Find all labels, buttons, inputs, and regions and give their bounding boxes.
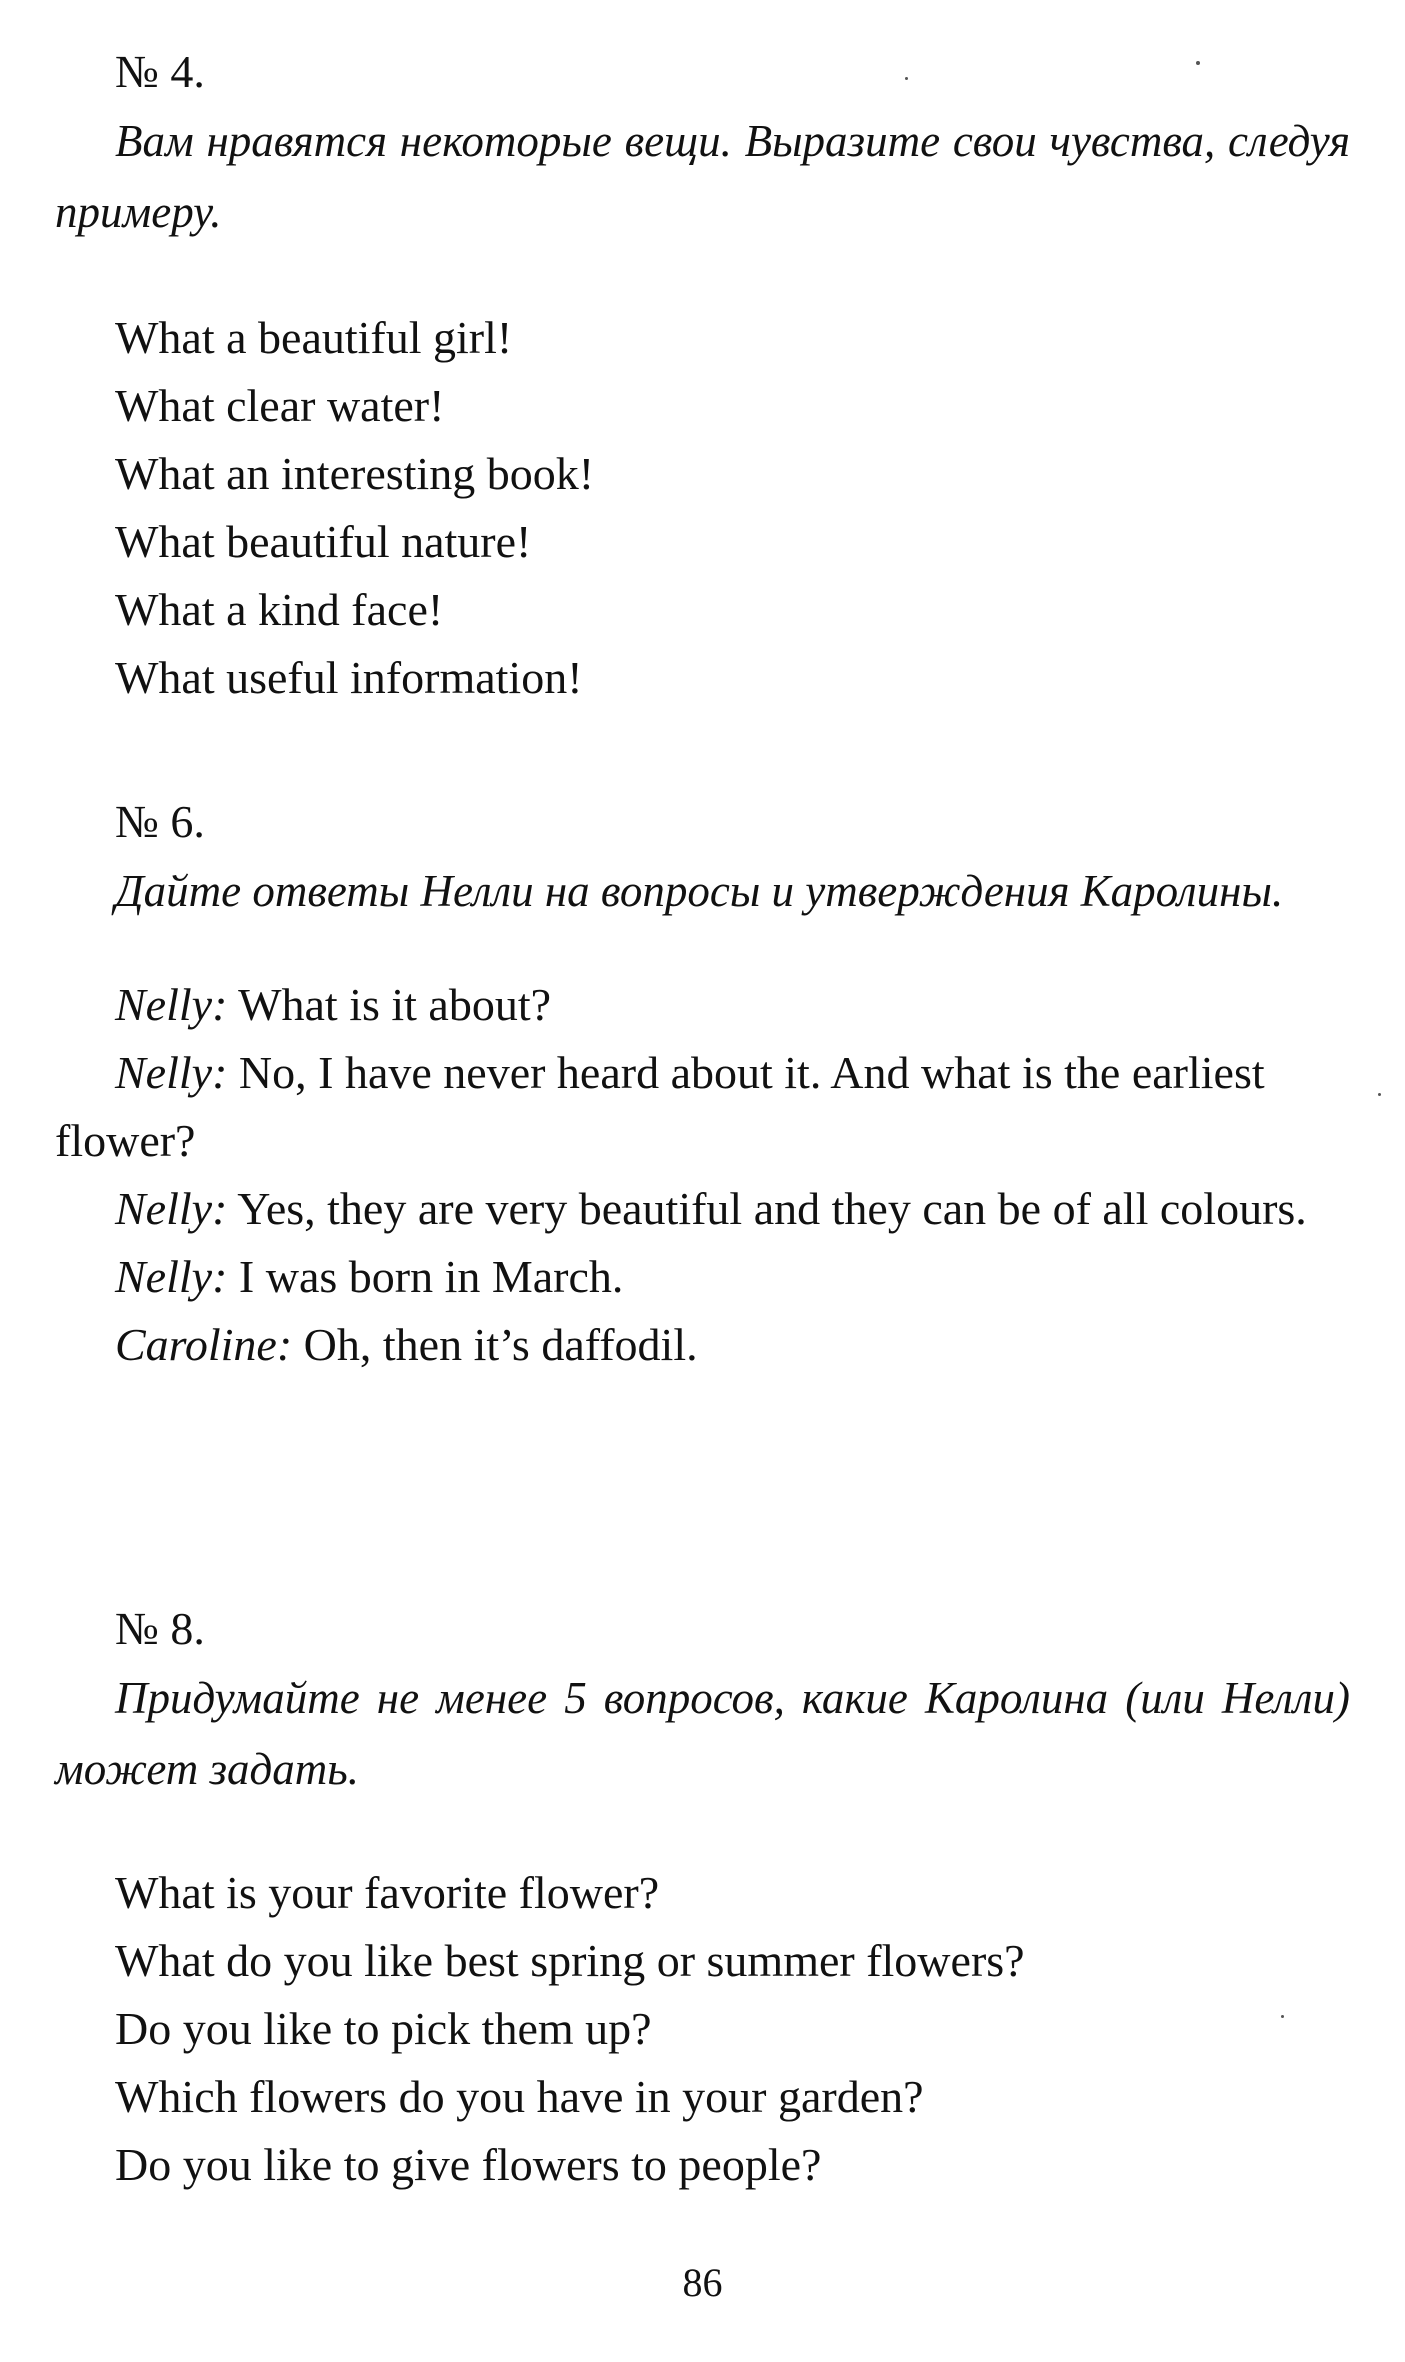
answer-line: What useful information! <box>115 652 583 703</box>
dialog-text: I was born in March. <box>227 1251 624 1302</box>
speaker-name: Nelly: <box>115 1047 228 1098</box>
speaker-name: Nelly: <box>115 1251 228 1302</box>
exercise-8 <box>55 1597 1350 2199</box>
answer-line: What clear water! <box>115 380 445 431</box>
exercise-instruction: Придумайте не менее 5 вопросов, какие Каролина (или Нелли) может задать. <box>55 1673 1350 1794</box>
answer-line: What an interesting book! <box>115 448 595 499</box>
scan-speck <box>1281 2015 1284 2018</box>
scan-speck <box>905 77 908 80</box>
question-line: Do you like to pick them up? <box>115 2003 652 2054</box>
exercise-instruction: Дайте ответы Нелли на вопросы и утверждения Каролины. <box>115 866 1284 916</box>
answer-line: What a kind face! <box>115 584 444 635</box>
dialog-text: What is it about? <box>227 979 552 1030</box>
scan-speck <box>1196 61 1200 65</box>
exercise-number: № 4. <box>115 46 205 97</box>
speaker-name: Caroline: <box>115 1319 293 1370</box>
exercise-4 <box>55 40 1350 712</box>
question-list <box>55 1859 1350 2199</box>
scan-speck <box>1378 1093 1381 1096</box>
dialog-line <box>55 1311 1350 1379</box>
exercise-number: № 6. <box>115 796 205 847</box>
dialog-line <box>55 971 1350 1039</box>
question-line: Which flowers do you have in your garden? <box>115 2071 924 2122</box>
dialog-text: Oh, then it’s daffodil. <box>292 1319 698 1370</box>
answer-line: What a beautiful girl! <box>115 312 513 363</box>
speaker-name: Nelly: <box>115 979 228 1030</box>
question-line: Do you like to give flowers to people? <box>115 2139 822 2190</box>
dialog-line <box>55 1175 1350 1243</box>
dialog-line <box>55 1039 1350 1175</box>
exercise-number: № 8. <box>115 1603 205 1654</box>
exercise-6 <box>55 790 1350 1379</box>
dialog <box>55 971 1350 1379</box>
answer-line: What beautiful nature! <box>115 516 532 567</box>
dialog-text: Yes, they are very beautiful and they can be of all colours. <box>227 1183 1307 1234</box>
speaker-name: Nelly: <box>115 1183 228 1234</box>
exercise-instruction: Вам нравятся некоторые вещи. Выразите свои чувства, следуя примеру. <box>55 116 1350 237</box>
answer-list <box>55 304 1350 712</box>
page-number: 86 <box>682 2260 723 2305</box>
question-line: What do you like best spring or summer flowers? <box>115 1935 1025 1986</box>
question-line: What is your favorite flower? <box>115 1867 660 1918</box>
dialog-line <box>55 1243 1350 1311</box>
dialog-text: No, I have never heard about it. And what is the earliest flower? <box>55 1047 1265 1166</box>
